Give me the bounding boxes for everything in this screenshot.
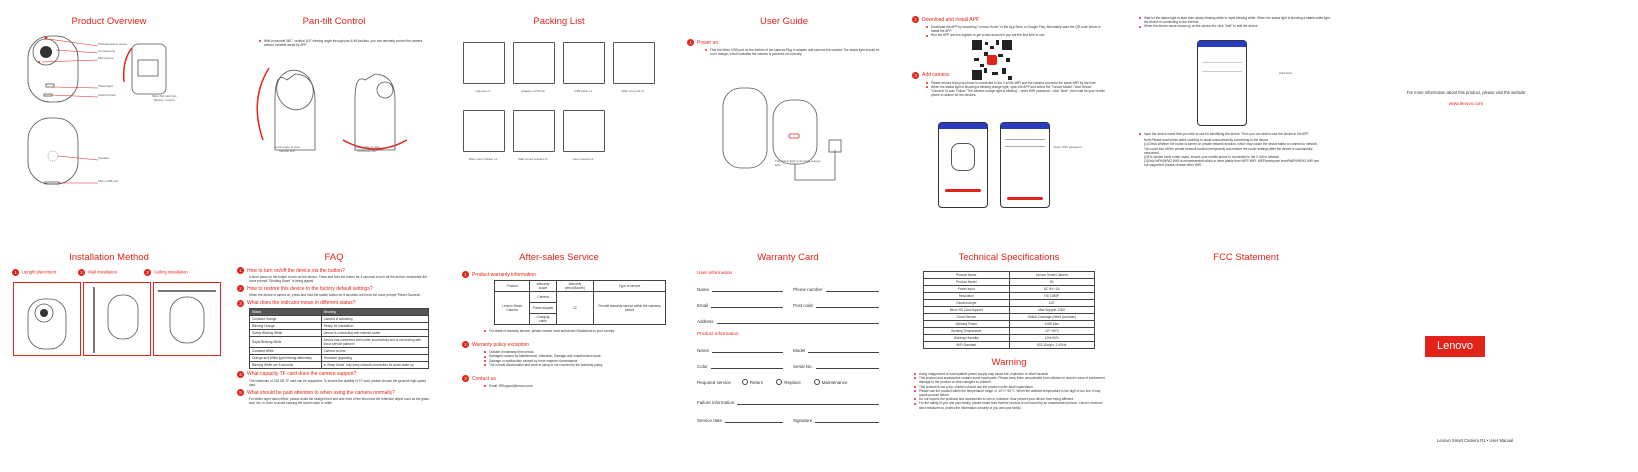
table-header-cell: Type of service [594, 281, 666, 292]
pack-label: Wall mount sticker x1 [468, 157, 498, 161]
radio-circle-icon [742, 379, 748, 385]
warning-item: Please use the product within the temperature range of -10°C~50°C. When the ambient temperature is too high or too low, it may cause product failure. [912, 389, 1106, 397]
postcode-field[interactable] [793, 292, 879, 308]
caption-vertical [275, 146, 300, 154]
table-cell: Blinking White per 5 seconds [250, 361, 322, 368]
footer-text: Lenovo Smart Camera R1 • User Manual [1437, 438, 1514, 443]
row-email-post [697, 292, 879, 308]
table-cell: Product Name [924, 272, 1010, 279]
warranty-note: For detail of warranty service, please contact local authorized Distributors in your country. [482, 329, 656, 333]
user-info-heading: User information [697, 271, 733, 276]
table-cell: Slowly Blinking White [250, 329, 322, 336]
step-title: Power on [697, 39, 719, 46]
table-cell: Blinking Orange [250, 322, 322, 329]
field-label: Phone number [793, 287, 823, 292]
table-cell: Power adapter [530, 303, 556, 314]
panel-title: Warranty Card [757, 252, 819, 263]
ceiling-camera-illustration [154, 283, 220, 355]
faq-q5 [237, 389, 431, 396]
table-cell: Rapid Blinking White [250, 336, 322, 347]
table-cell: Camera on-line [321, 347, 428, 354]
panel-faq [225, 236, 443, 472]
cont-text-3: Input the device name that you wish to use for identifying the device. Then you can start to use the device in the APP. [1137, 132, 1323, 136]
add-note: Click Add [1279, 71, 1292, 75]
field-label: Name [697, 348, 710, 353]
step-number: 3 [144, 269, 151, 276]
panel-warranty-card [675, 236, 893, 472]
table-cell: Ready for installation [321, 322, 428, 329]
table-row [250, 361, 429, 368]
label-speaker: Speaker [98, 156, 110, 160]
table-cell: Lenovo Smart Camera [495, 292, 530, 325]
faq-a5: For better night vision effect, please avoid the straight front and side front of the lens near the reflective object such as the glass, wall, etc, in order to avoid causing the screen dark or white. [249, 397, 430, 406]
table-cell: DC 5V⎓1A [1009, 286, 1095, 293]
table-cell: Global Coverage (Need purchase) [1009, 314, 1095, 321]
table-cell: Camera is activating [321, 315, 428, 322]
panel-download-app [900, 0, 1118, 236]
table-cell: Device has connected with router successfully and is connecting with cloud service platform [321, 336, 428, 347]
indicator-table [249, 308, 429, 369]
model-field[interactable] [793, 337, 879, 353]
warning-item: This product and accessories contain some small parts. Please keep them untouchable from children to avoid in case of inadvertent damage to the product or other dangers to children. [912, 376, 1106, 384]
table-header [495, 281, 666, 292]
color-field[interactable] [697, 353, 783, 369]
pack-box-adapter [513, 42, 555, 84]
website-link[interactable]: www.lenovo.com [1448, 101, 1484, 106]
table-header-cell: Meaning [321, 308, 428, 315]
table-row [924, 300, 1095, 307]
upright-camera-illustration [14, 283, 80, 355]
table-row [250, 336, 429, 347]
exception-2: Damages caused by Maintenance, Alteration, Damage and unauthorized repair. [482, 354, 656, 358]
label-mic: Microphone [98, 56, 114, 60]
section-title: Contact us [472, 375, 496, 382]
table-row [924, 307, 1095, 314]
field-label: Required service [697, 380, 731, 385]
step-number: 3 [237, 300, 244, 307]
panel-title: Packing List [533, 16, 585, 27]
table-cell: In Sleep Mode, only keep network connection for quick wake up [321, 361, 428, 368]
pack-box-bracket [513, 110, 555, 152]
table-cell: R1 [1009, 279, 1095, 286]
panel-packing-list [450, 0, 668, 236]
caption-horizontal-a: Look angle of view [355, 145, 380, 149]
device-row[interactable] [1202, 66, 1242, 72]
radio-label: Return [749, 379, 764, 385]
method-ceiling [144, 269, 206, 276]
table-cell: Micro SD Card Support [924, 307, 1010, 314]
field-label: Serial No. [793, 364, 813, 369]
sd-label-sub: (Bottom of lens) [153, 97, 175, 102]
warranty-table [494, 280, 666, 325]
step-number: 2 [78, 269, 85, 276]
pack-box-wallkit [613, 42, 655, 84]
method-label: Ceiling installation [154, 269, 188, 275]
table-header-cell: Product [495, 281, 530, 292]
caption-vertical-b: vertical 115° [279, 148, 296, 153]
table-cell: Device is connecting with Internet router [321, 329, 428, 336]
label-switch: Switch button [98, 93, 117, 97]
table-row [924, 286, 1095, 293]
table-row [924, 272, 1095, 279]
warning-item: This product is not a toy, children should use the product under adult supervision. [912, 385, 1106, 389]
required-service-row [697, 369, 879, 385]
table-header-cell: Warranty period(Month) [556, 281, 593, 292]
wifi-name-field[interactable] [1005, 137, 1045, 140]
table-row [250, 315, 429, 322]
status-light-note: The status light is showing orange light [775, 159, 821, 167]
label-usb: Micro USB port [98, 179, 119, 183]
email-field[interactable] [697, 292, 783, 308]
table-cell: Orange and White light blinking alternately [250, 354, 322, 361]
field-label: Service date [697, 418, 723, 423]
cont-text-1: Wait for the status light to start from slowly blinking white to rapid blinking white. When the status light is showing a stable white light, the device is connecting to the internet. [1137, 16, 1331, 24]
field-label: Color [697, 364, 708, 369]
field-line [816, 367, 879, 369]
panel-product-overview [0, 0, 218, 236]
table-cell: Firmware upgrading [321, 354, 428, 361]
exception-3: Damage or malfunction caused by force majeure circumstance. [482, 359, 656, 363]
table-row [250, 329, 429, 336]
warning-item: For the safety of you and your family, please make sure that the product is not bound by an unauthorized person. Lenovo reserves strict measures to protect the information security of you and your family. [912, 401, 1106, 409]
radio-circle-icon [814, 379, 820, 385]
name-field[interactable] [697, 276, 783, 292]
field-label: Model [793, 348, 806, 353]
next-button[interactable] [945, 189, 981, 192]
panel-title: Product Overview [71, 16, 147, 27]
panel-fcc [1125, 236, 1514, 472]
warning-item: Using unapproved or incompatible power supply may cause fire, explosion or other hazards. [912, 372, 1106, 376]
caption-horizontal [355, 146, 380, 154]
table-row [924, 314, 1095, 321]
step-number: 1 [12, 269, 19, 276]
radio-label: Maintenance [821, 379, 848, 385]
faq-question: What capacity TF card does the camera support? [247, 371, 357, 378]
exception-1: Outside of warranty time period. [482, 350, 656, 354]
table-row [250, 322, 429, 329]
wall-camera-illustration [84, 283, 150, 355]
faq-question: What does the indicator mean in different status? [247, 300, 356, 307]
specs-table [923, 271, 1095, 349]
table-cell: Working Power [924, 321, 1010, 328]
label-photosensitive: Photosensitive sensor [98, 42, 128, 46]
table-cell: Cloud Service [924, 314, 1010, 321]
signature-field[interactable] [793, 407, 879, 423]
radio-return[interactable] [742, 379, 764, 385]
radio-label: Replace [784, 379, 801, 385]
pack-label: User manual x1 [572, 157, 594, 161]
panel-after-sales [450, 236, 668, 472]
panel-add-device [1125, 0, 1343, 236]
wifi-note: Enter WiFi password [1054, 145, 1082, 149]
panel-tech-specs [900, 236, 1118, 472]
faq-question: What should be paid attention to when using the camera normally? [247, 389, 395, 396]
field-label: Signature [793, 418, 813, 423]
failure-field[interactable] [697, 389, 879, 405]
method-label: Wall installation [88, 269, 117, 275]
label-lens: Camera lens [98, 49, 116, 53]
download-text-2: Run the APP and the register to get a new account if you are the first time to use. [924, 33, 1106, 37]
notes-block [1137, 132, 1323, 168]
row-date-sign [697, 407, 879, 423]
pack-box-manual [563, 110, 605, 152]
label-status-light: Status light [98, 84, 113, 88]
camera-thumbnail [951, 143, 975, 171]
caption-horizontal-b: horizontal 360° [357, 148, 378, 153]
table-cell: 3.6W Max [1009, 321, 1095, 328]
step-title: Download and install APP [922, 16, 980, 23]
table-row [924, 293, 1095, 300]
exception-4: The normal discoloration and wear in using is not covered by the warranty policy. [482, 363, 656, 367]
product-info-heading: Product information [697, 332, 739, 337]
install-image-wall [83, 282, 151, 356]
field-label: Name [697, 287, 710, 292]
table-row [250, 347, 429, 354]
warranty-info-heading [462, 271, 656, 278]
note-3: (3)Only WPA/WPA2 WiFi is recommended which is more stable than WEP WiFi. WEP/enterprise level/WAPI/WPA3 WiFi are not supported, please choose other WiFi. [1144, 159, 1319, 168]
table-cell: Resolution [924, 293, 1010, 300]
panel-title: User Guide [759, 16, 809, 27]
section-title: Product warranty information [472, 271, 536, 278]
add-text-2: When the status light is showing a blinking orange light, open the APP and select the "Device Model"-"Add Device"-"Camera" to add. Follow "The camera orange light is blinking" - enter WiFi password - click "Next", then wait for your mobile phone to search for the devices. [924, 85, 1106, 98]
warning-item: Do not expose the products and accessories to rain or moisture, thus prevent your device from being affected. [912, 397, 1106, 401]
panel-title: FCC Statement [1213, 252, 1279, 263]
table-cell: Working Temperature [924, 328, 1010, 335]
faq-q3 [237, 300, 431, 307]
panel-installation [0, 236, 218, 472]
method-wall [78, 269, 140, 276]
overview-labels [98, 43, 127, 184]
phone-screenshot-device-list [1197, 40, 1247, 126]
power-on-text: Find the Micro USB port on the bottom of the camera.Plug in adapter and connect the camera.The status light should be on in orange, which indicates the camera is powered on correctly. [703, 48, 881, 56]
table-cell: Camera Angle [924, 300, 1010, 307]
panel-pan-tilt [225, 0, 443, 236]
faq-q4 [237, 371, 431, 378]
info-text: For more information about this product, please visit the website [1406, 90, 1526, 95]
step-number: 1 [687, 39, 694, 46]
pack-box-camera [463, 42, 505, 84]
step-number: 2 [462, 341, 469, 348]
radio-replace[interactable] [776, 379, 801, 385]
note-2: (2)For double band router users, ensure your mobile phone is connected to the 2.4GHz network. [1144, 155, 1280, 160]
table-cell: Lenovo Smart Camera [1009, 272, 1095, 279]
field-line [815, 421, 879, 423]
panel-title: After-sales Service [519, 252, 599, 263]
field-line [725, 421, 783, 423]
product-name-field[interactable] [697, 337, 783, 353]
panel-title: Technical Specifications [958, 252, 1060, 263]
warning-title: Warning [991, 357, 1027, 368]
add-text-1: Please ensure that your phone is connected to the 2.4GHz WiFi and the camera connects the same WiFi by the time. [924, 81, 1106, 85]
pan-tilt-text: With horizontal 360°, vertical 115° viewing angle through pan & tilt function, you can remotely control the camera without invisible areas by APP. [257, 39, 425, 47]
contact-heading [462, 375, 656, 382]
pack-label: Wall mount bracket x1 [518, 157, 548, 161]
field-line [816, 306, 879, 308]
policy-heading [462, 341, 656, 348]
table-row [924, 342, 1095, 349]
qr-code-icon [970, 38, 1014, 82]
section-title: Warranty policy exception [472, 341, 530, 348]
table-row [924, 279, 1095, 286]
table-cell: Product Model [924, 279, 1010, 286]
row-pname-model [697, 337, 879, 353]
table-cell: 12 [556, 292, 593, 325]
pack-label: Wall mount kit x1 [621, 89, 645, 93]
table-header-cell: Warranty scope [530, 281, 556, 292]
field-label: Failure information [697, 400, 735, 405]
table-cell: Constant Orange [250, 315, 322, 322]
field-line [737, 403, 879, 405]
address-field[interactable] [697, 308, 879, 324]
table-row [924, 321, 1095, 328]
faq-a2: When the device is turned on, press and hold the switch button for 8 seconds until hear the voice prompt "Reset Success". [249, 293, 422, 298]
table-header [250, 308, 429, 315]
step-number: 4 [237, 371, 244, 378]
field-label: Address [697, 319, 714, 324]
step-power-on [687, 39, 881, 46]
step-title: Add camera [922, 72, 949, 79]
table-cell: Provide warranty service within the warranty period [594, 292, 666, 325]
confirm-button[interactable] [1007, 197, 1043, 200]
radio-circle-icon [776, 379, 782, 385]
field-line [711, 306, 783, 308]
faq-a1: A short press on the button to turn on the device, Press and hold the button for 3 seconds to turn off the device, meanwhile the voice prompt "Shutting Down" is being played. [249, 275, 428, 284]
step-number: 1 [237, 267, 244, 274]
step-number: 3 [912, 72, 919, 79]
panel-title: Installation Method [69, 252, 149, 263]
field-label: Post code [793, 303, 814, 308]
faq-question: How to turn on/off the device via the button? [247, 267, 345, 274]
table-cell: Max Support 128G [1009, 307, 1095, 314]
service-date-field[interactable] [697, 407, 783, 423]
table-cell: 110° [1009, 300, 1095, 307]
serial-field[interactable] [793, 353, 879, 369]
step-number: 1 [462, 271, 469, 278]
field-label: Email [697, 303, 709, 308]
table-row [924, 328, 1095, 335]
table-cell: 802.11b/g/n, 2.4GHz [1009, 342, 1095, 349]
table-header-cell: Status [250, 308, 322, 315]
table-cell: -10°~50°C [1009, 328, 1095, 335]
table-cell: Power Input [924, 286, 1010, 293]
faq-q2 [237, 285, 431, 292]
method-label: Upright placement [22, 269, 56, 275]
phone-field[interactable] [793, 276, 879, 292]
phone-header [1198, 41, 1246, 47]
pack-label: Camera x1 [475, 89, 491, 93]
field-line [711, 367, 783, 369]
sd-label [152, 95, 177, 103]
note-1: (1)Check whether the router is turned on private network function, which may cause the device failed to connect to network. You could turn off the private network function temporarily and restore the router settings after the device is successfully networked. [1144, 142, 1318, 155]
phone-screenshot-camera [938, 122, 988, 208]
table-cell: Working Humidity [924, 335, 1010, 342]
sd-label-text: Micro SD card slot [152, 94, 177, 98]
table-cell: HD 1080P [1009, 293, 1095, 300]
panel-more-info [1350, 0, 1568, 236]
table-cell: WiFi Standard [924, 342, 1010, 349]
device-row[interactable] [1202, 57, 1242, 63]
phone-header [939, 123, 987, 129]
phone-screenshot-wifi [1000, 122, 1050, 208]
panel-user-guide [675, 0, 893, 236]
install-image-ceiling [153, 282, 221, 356]
contact-email[interactable]: Email: IRSupport@lenovo.com [482, 384, 656, 388]
table-cell: Constant White [250, 347, 322, 354]
panel-title: Pan-tilt Control [302, 16, 366, 27]
field-line [717, 322, 879, 324]
pan-tilt-illustration [235, 60, 435, 170]
row-name-phone [697, 276, 879, 292]
lenovo-logo: Lenovo [1425, 336, 1485, 357]
table-row [924, 335, 1095, 342]
cont-text-2: When the device name shows up on the device list, click "Add" to add the device. [1137, 24, 1331, 28]
step-number: 2 [912, 16, 919, 23]
faq-a4: The maximum of 128 GB TF card can be supported. To ensure the stability of TF card, please choose the genuine high speed card. [249, 378, 427, 387]
step-number: 3 [462, 375, 469, 382]
download-text-1: Download the APP by searching "Lenovo Home" in the App Store or Google Play, Alternately scan the QR code below to install the APP. [924, 25, 1106, 33]
power-on-illustration [715, 80, 875, 190]
wifi-password-field[interactable] [1005, 144, 1045, 147]
step-download [912, 16, 1106, 23]
method-upright [12, 269, 74, 276]
row-color-serial [697, 353, 879, 369]
note-intro: Note:Please read below notes carefully to avoid unsuccessfully connecting to the device. [1144, 138, 1270, 143]
install-method-labels [12, 269, 206, 276]
panel-title: FAQ [324, 252, 344, 263]
pack-box-usb [563, 42, 605, 84]
table-row [250, 354, 429, 361]
step-number: 5 [237, 389, 244, 396]
phone-header [1001, 123, 1049, 129]
pack-box-sticker [463, 110, 505, 152]
faq-question: How to restore this device to the factory default settings? [247, 285, 373, 292]
table-cell: 10%-90% [1009, 335, 1095, 342]
table-cell: Charging cable [530, 314, 556, 325]
radio-maintenance[interactable] [814, 379, 848, 385]
step-number: 2 [237, 285, 244, 292]
caption-vertical-a: Look angle of view [275, 145, 300, 149]
table-cell: Camera [530, 292, 556, 303]
pack-label: Adapter x1 5V/1A [521, 89, 545, 93]
table-row [495, 292, 666, 303]
pack-label: USB cable x1 [573, 89, 593, 93]
faq-q1 [237, 267, 431, 274]
install-image-upright [13, 282, 81, 356]
